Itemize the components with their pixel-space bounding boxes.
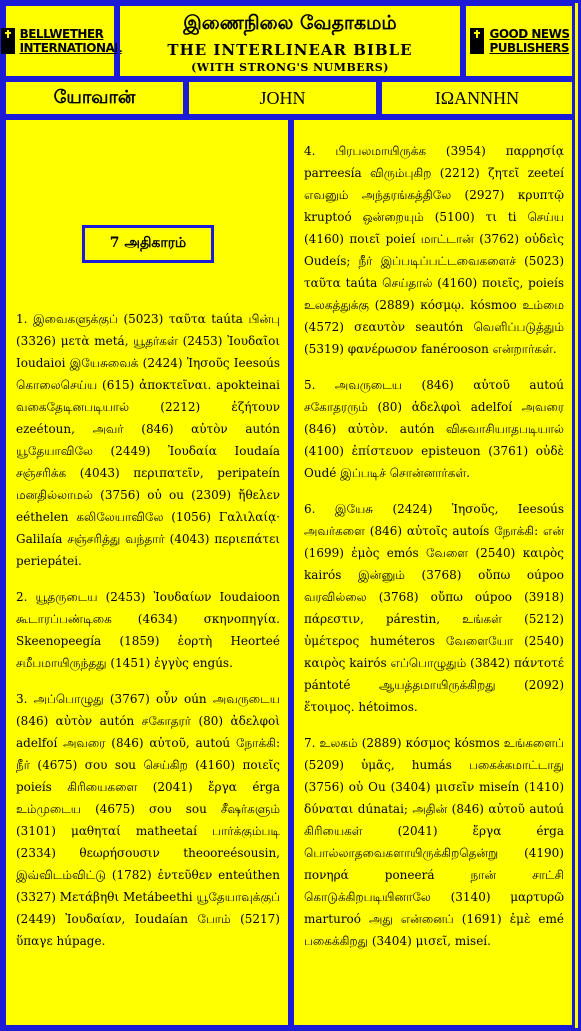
book-icon <box>468 26 486 56</box>
good-news-logo <box>463 3 575 79</box>
logo-right-line2: PUBLISHERS <box>489 41 570 55</box>
book-name-english: JOHN <box>186 79 379 117</box>
right-column <box>291 117 575 1028</box>
verse-4: 4. பிரபலமாயிருக்க (3954) παρρησίᾳ parreesía விரும்புகிற (2212) ζητεῖ zeeteí எவனும் அந்தரங்கத்திலே (2927) κρυπτῷ kruptoó ஒன்றையும் (5100) τι ti செய்ய (4160) ποιεῖ poieí மாட்டான் (3762) οὐδεὶς Oudeís; நீர் இப்படிப்பட்டவைகளைச் (5023) ταῦτα taúta செய்தால் (4160) ποιεῖς, poieís உலகத்துக்கு (2889) κόσμῳ. kósmoo உம்மை (4572) σεαυτὸν seautón வெளிப்படுத்தும் (5319) φανέρωσον fanérooson என்றார்கள். <box>304 144 564 356</box>
book-icon <box>0 26 17 56</box>
verse-6: 6. இயேசு (2424) Ἰησοῦς, Ieesoús அவர்களை (846) αὐτοῖς autoís நோக்கி: என் (1699) ἐμὸς emós வேளை (2540) καιρὸς kairós இன்னும் (3768) οὔπω oúpoo வரவில்லை (3768) οὔπω oúpoo (3918) πάρεστιν, párestin, உங்கள் (5212) ὑμέτερος huméteros வேளையோ (2540) καιρὸς kairós எப்பொழுதும் (3842) πάντοτέ pántoté ஆயத்தமாயிருக்கிறது (2092) ἕτοιμος. hétoimos. <box>304 502 564 714</box>
bellwether-logo <box>3 3 122 79</box>
title-english: THE INTERLINEAR BIBLE <box>167 41 413 59</box>
title-tamil: இணைநிலை வேதாகமம் <box>183 12 397 34</box>
logo-left-line2: INTERNATIONAL <box>19 41 122 55</box>
book-name-greek: IΩANNHN <box>379 79 575 117</box>
verse-list-right <box>304 140 564 966</box>
verse-2: 2. யூதருடைய (2453) Ἰουδαίων Ioudaioon கூடாரப்பண்டிகை (4634) σκηνοπηγία. Skeenopeegía (1859) ἑορτὴ Heorteé சமீபமாயிருந்தது (1451) ἐγγὺς engús. <box>16 590 280 670</box>
verse-3: 3. அப்பொழுது (3767) οὖν oún அவருடைய (846) αὐτὸν autón சகோதரர் (80) ἀδελφοὶ adelfoí அவரை (846) αὐτοῦ, autoú நோக்கி: நீர் (4675) σου sou செய்கிற (4160) ποιεῖς poieís கிரியைகளை (2041) ἔργα érga உம்முடைய (4675) σου sou சீஷர்களும் (3101) μαθηταί matheetaí பார்க்கும்படி (2334) θεωρήσουσιν theooreésousin, இவ்விடம்விட்டு (1782) ἐντεῦθεν enteúthen (3327) Μετάβηθι Metábeethi யூதேயாவுக்குப் (2449) Ἰουδαίαν, Ioudaían போம் (5217) ὕπαγε húpage. <box>16 692 280 948</box>
verse-1: 1. இவைகளுக்குப் (5023) ταῦτα taúta பின்பு (3326) μετὰ metá, யூதர்கள் (2453) Ἰουδαῖοι Ioudaioi இயேசுவைக் (2424) Ἰησοῦς Ieesoús கொலைசெய்ய (615) ἀποκτεῖναι. apokteinai வகைதேடினபடியால் (2212) ἐζήτουν ezeétoun, அவர் (846) αὐτὸν autón யூதேயாவிலே (2449) Ἰουδαία Ioudaía சஞ்சரிக்க (4043) περιπατεῖν, peripateín மனதில்லாமல் (3756) οὐ ou (2309) ἤθελεν eéthelen கலிலேயாவிலே (1056) Γαλιλαίᾳ· Galilaía சஞ்சரித்து வந்தார் (4043) περιεπάτει periepátei. <box>16 312 280 568</box>
title-block <box>117 3 463 79</box>
logo-left-line1: BELLWETHER <box>19 27 104 41</box>
verse-list-left <box>16 308 280 966</box>
verse-5: 5. அவருடைய (846) αὐτοῦ autoú சகோதரரும் (80) ἀδελφοὶ adelfoí அவரை (846) αὐτὸν. autón விசுவாசியாதபடியால் (4100) ἐπίστευον episteuon (3761) οὐδὲ Oudé இப்படிச் சொன்னார்கள். <box>304 378 564 480</box>
subtitle: (WITH STRONG'S NUMBERS) <box>191 61 389 74</box>
verse-7: 7. உலகம் (2889) κόσμος kósmos உங்களைப் (5209) ὑμᾶς, humás பகைக்கமாட்டாது (3756) οὐ Ou (3404) μισεῖν miseín (1410) δύναται dúnatai; அதின் (846) αὐτοῦ autoú கிரியைகள் (2041) ἔργα érga பொல்லாதவைகளாயிருக்கிறதென்று (4190) πονηρά poneerá நான் சாட்சி கொடுக்கிறபடியினாலே (3140) μαρτυρῶ marturoó அது என்னைப் (1691) ἐμὲ emé பகைக்கிறது (3404) μισεῖ, miseí. <box>304 736 564 948</box>
logo-right-line1: GOOD NEWS <box>489 27 570 41</box>
book-name-tamil: யோவான் <box>3 79 186 117</box>
chapter-label: 7 அதிகாரம் <box>82 225 214 263</box>
left-column <box>3 117 291 1028</box>
